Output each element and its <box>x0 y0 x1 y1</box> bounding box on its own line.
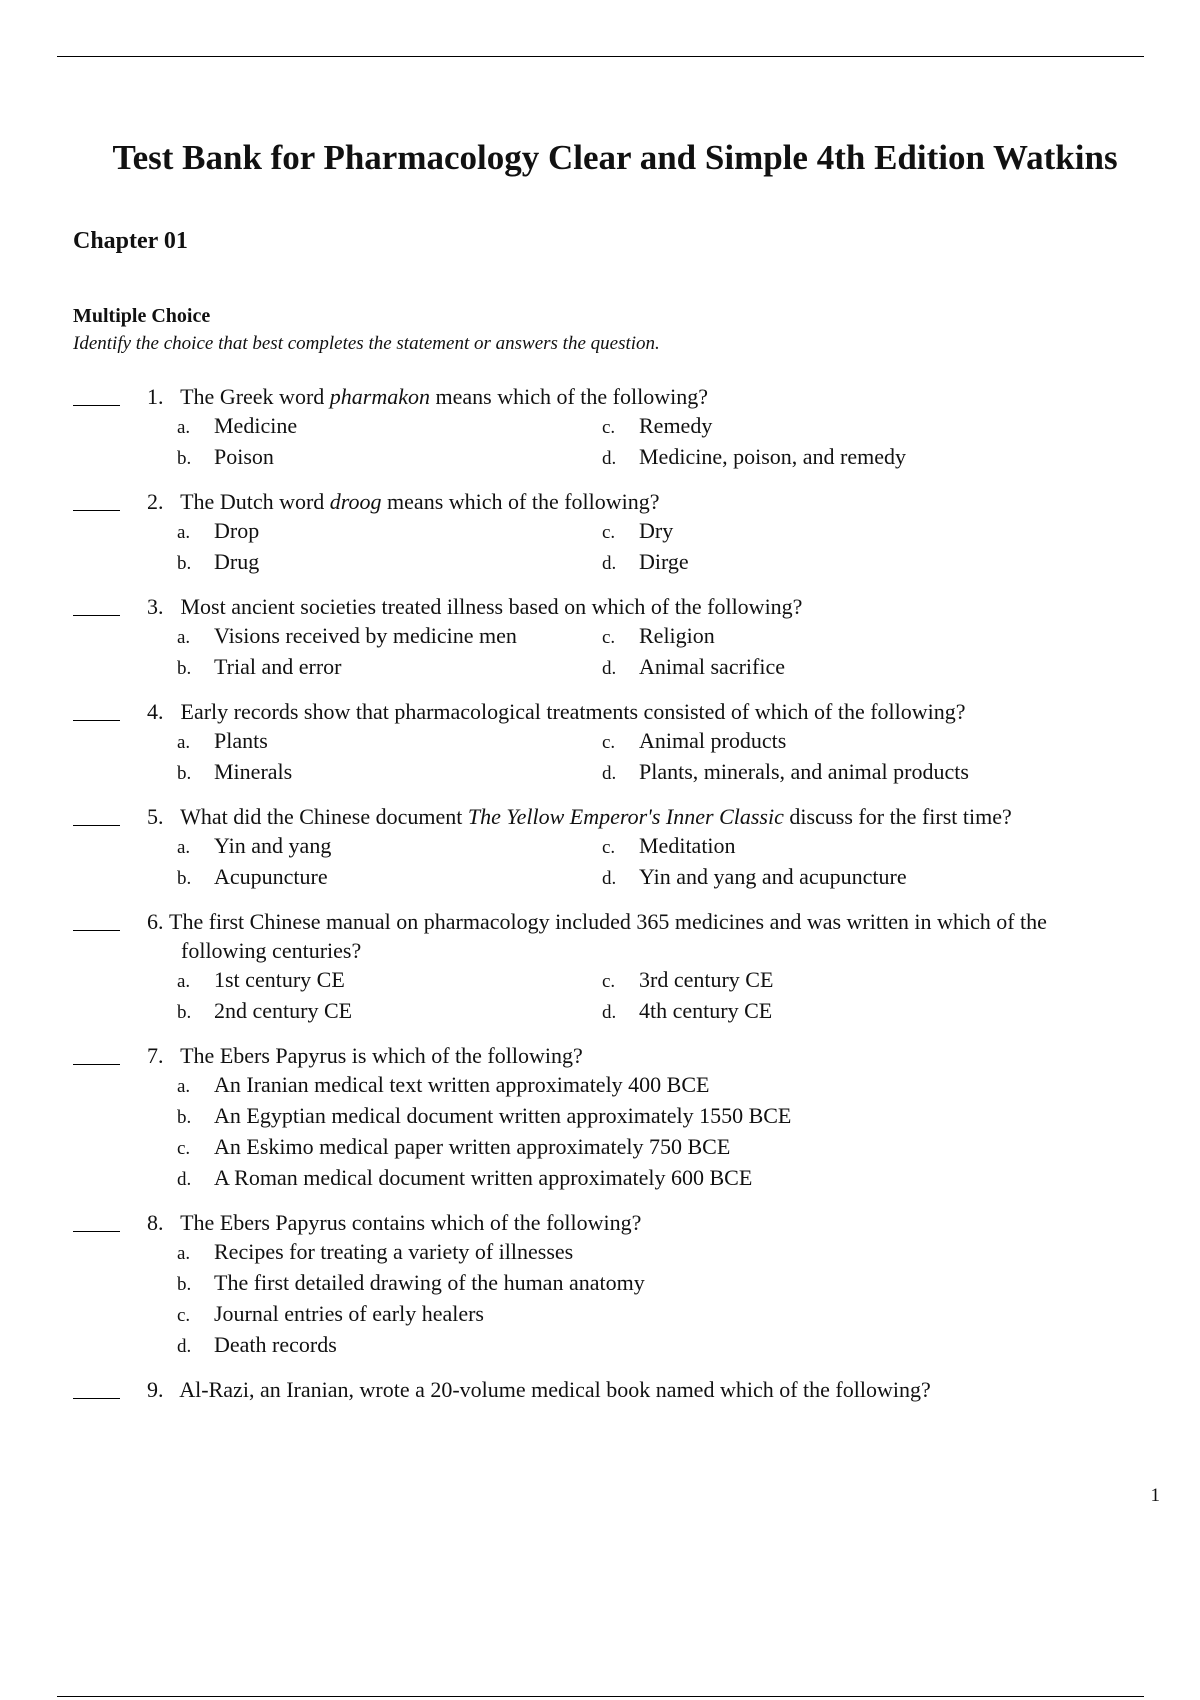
option: d. 4th century CE <box>602 998 773 1023</box>
bottom-rule <box>57 1696 1144 1697</box>
option: c. An Eskimo medical paper written approximately 750 BCE <box>177 1134 731 1159</box>
option: c. Meditation <box>602 833 736 858</box>
question-6 <box>0 907 1200 1027</box>
question-list <box>0 382 1200 1418</box>
question-text: 3. Most ancient societies treated illness based on which of the following? <box>147 594 803 619</box>
option: c. Journal entries of early healers <box>177 1301 484 1326</box>
options <box>177 726 1200 788</box>
top-rule <box>57 56 1144 57</box>
answer-blank[interactable] <box>73 720 120 721</box>
document-title: Test Bank for Pharmacology Clear and Simple 4th Edition Watkins <box>112 138 1118 177</box>
question-9 <box>0 1375 1200 1404</box>
option: a. Visions received by medicine men <box>177 623 517 648</box>
option: d. Plants, minerals, and animal products <box>602 759 969 784</box>
question-3 <box>0 592 1200 683</box>
answer-blank[interactable] <box>73 1064 120 1065</box>
question-text: 4. Early records show that pharmacological treatments consisted of which of the following? <box>147 699 966 724</box>
section-title: Multiple Choice <box>73 305 211 327</box>
question-text: 9. Al-Razi, an Iranian, wrote a 20-volume medical book named which of the following? <box>147 1377 931 1402</box>
question-text: 5. What did the Chinese document The Yellow Emperor's Inner Classic discuss for the first time? <box>147 804 1012 829</box>
option: a. Plants <box>177 728 268 753</box>
option: c. Dry <box>602 518 674 543</box>
question-5 <box>0 802 1200 893</box>
option: b. 2nd century CE <box>177 998 353 1023</box>
options <box>177 1237 1200 1361</box>
chapter-heading: Chapter 01 <box>73 228 188 254</box>
question-text: 6. The first Chinese manual on pharmacology included 365 medicines and was written in which of the following centuries? <box>147 909 1047 963</box>
option: b. Minerals <box>177 759 293 784</box>
question-text: 7. The Ebers Papyrus is which of the following? <box>147 1043 583 1068</box>
option: c. 3rd century CE <box>602 967 774 992</box>
option: b. Acupuncture <box>177 864 328 889</box>
answer-blank[interactable] <box>73 510 120 511</box>
question-8 <box>0 1208 1200 1361</box>
option: a. An Iranian medical text written approximately 400 BCE <box>177 1072 710 1097</box>
option: d. Animal sacrifice <box>602 654 785 679</box>
answer-blank[interactable] <box>73 930 120 931</box>
option: b. Trial and error <box>177 654 342 679</box>
option: d. Yin and yang and acupuncture <box>602 864 907 889</box>
option: d. Death records <box>177 1332 337 1357</box>
option: b. The first detailed drawing of the human anatomy <box>177 1270 645 1295</box>
question-text: 2. The Dutch word droog means which of the following? <box>147 489 660 514</box>
options <box>177 1070 1200 1194</box>
question-1 <box>0 382 1200 473</box>
options <box>177 965 1200 1027</box>
question-7 <box>0 1041 1200 1194</box>
question-4 <box>0 697 1200 788</box>
option: c. Religion <box>602 623 715 648</box>
option: b. An Egyptian medical document written approximately 1550 BCE <box>177 1103 792 1128</box>
option: b. Drug <box>177 549 260 574</box>
option: d. A Roman medical document written approximately 600 BCE <box>177 1165 753 1190</box>
answer-blank[interactable] <box>73 825 120 826</box>
option: a. 1st century CE <box>177 967 345 992</box>
question-text: 1. The Greek word pharmakon means which of the following? <box>147 384 708 409</box>
option: d. Medicine, poison, and remedy <box>602 444 906 469</box>
option: a. Yin and yang <box>177 833 332 858</box>
answer-blank[interactable] <box>73 1231 120 1232</box>
options <box>177 411 1200 473</box>
option: a. Medicine <box>177 413 298 438</box>
option: d. Dirge <box>602 549 689 574</box>
options <box>177 516 1200 578</box>
answer-blank[interactable] <box>73 1398 120 1399</box>
question-2 <box>0 487 1200 578</box>
page-number: 1 <box>1150 1485 1160 1506</box>
options <box>177 621 1200 683</box>
option: a. Drop <box>177 518 260 543</box>
answer-blank[interactable] <box>73 405 120 406</box>
option: c. Remedy <box>602 413 713 438</box>
question-text: 8. The Ebers Papyrus contains which of the following? <box>147 1210 642 1235</box>
option: b. Poison <box>177 444 274 469</box>
instructions: Identify the choice that best completes the statement or answers the question. <box>73 333 660 354</box>
options <box>177 831 1200 893</box>
option: a. Recipes for treating a variety of illnesses <box>177 1239 574 1264</box>
answer-blank[interactable] <box>73 615 120 616</box>
option: c. Animal products <box>602 728 787 753</box>
